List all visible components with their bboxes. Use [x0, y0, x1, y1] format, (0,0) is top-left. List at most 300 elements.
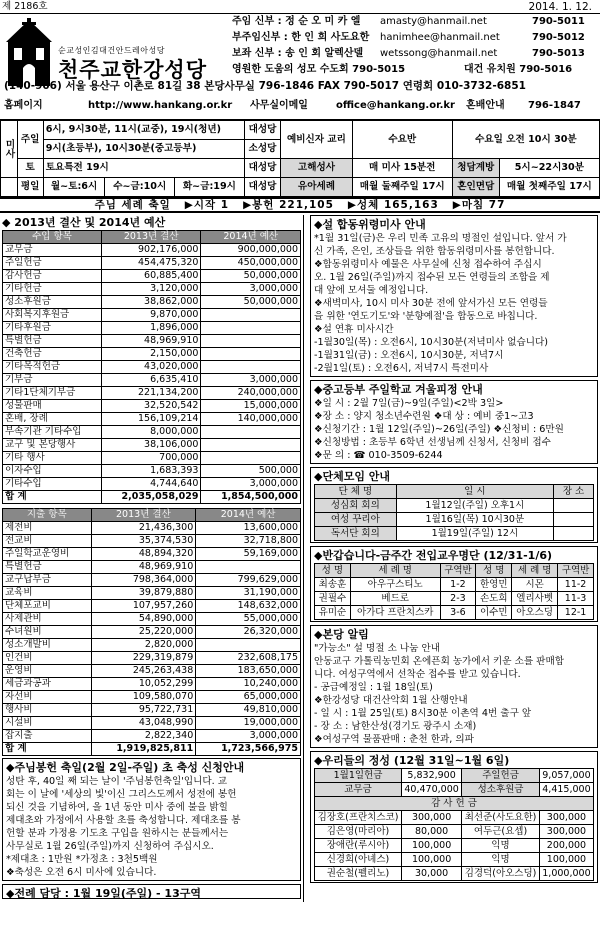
- amount-cell: 38,862,000: [101, 296, 201, 309]
- amount-cell: 49,810,000: [196, 704, 301, 717]
- text-line: ❖설 연휴 미사시간: [314, 324, 394, 335]
- camp-notice: [310, 380, 598, 464]
- item-name: 기타 행사: [3, 452, 102, 465]
- item-name: 교구 및 본당행사: [3, 439, 102, 452]
- amount-cell: 50,000,000: [201, 270, 301, 283]
- table-cell: 최송훈: [315, 578, 351, 592]
- table-row: [3, 561, 301, 574]
- amount-cell: 15,000,000: [201, 400, 301, 413]
- table-cell: 12-1: [558, 606, 594, 620]
- attendance-stats: [0, 197, 600, 213]
- item-name: 주일학교운영비: [3, 548, 92, 561]
- table-row: [315, 592, 594, 606]
- meetings-title: ◆단체모임 안내: [314, 470, 391, 483]
- staff-email[interactable]: amasty@hanmail.net: [380, 16, 487, 27]
- column-header: 성 명: [476, 564, 512, 578]
- item-name: 단체포교비: [3, 600, 92, 613]
- amount-cell: [201, 361, 301, 374]
- amount-cell: 454,475,320: [101, 257, 201, 270]
- feast-notice: [2, 758, 301, 881]
- table-cell: 성소후원금: [462, 783, 540, 797]
- table-cell: 익명: [462, 853, 540, 867]
- amount-cell: 95,722,731: [91, 704, 196, 717]
- table-cell: 아오스딩: [512, 606, 558, 620]
- church-icon: [4, 18, 54, 88]
- amount-cell: 500,000: [201, 465, 301, 478]
- table-row: [3, 335, 301, 348]
- table-row: [3, 387, 301, 400]
- amount-cell: 2,820,000: [91, 639, 196, 652]
- item-name: 이자수입: [3, 465, 102, 478]
- church-subtitle: 순교성인김대건안드레아성당: [58, 46, 165, 55]
- amount-cell: 902,176,000: [101, 244, 201, 257]
- table-row: [3, 678, 301, 691]
- stats-start: ▶시작 1: [184, 198, 230, 211]
- amount-cell: [201, 335, 301, 348]
- staff-phone: 790-5011: [532, 16, 585, 27]
- amount-cell: 10,240,000: [196, 678, 301, 691]
- table-cell: 익명: [462, 839, 540, 853]
- staff-row: 부주임신부 : 한 인 희 사도요한: [232, 32, 370, 43]
- wedding-phone: 796-1847: [528, 100, 581, 111]
- staff-role: 보좌 신부: [232, 48, 275, 59]
- amount-cell: 10,052,299: [91, 678, 196, 691]
- sincerity-title: ◆우리들의 정성 (12월 31일~1월 6일): [314, 754, 510, 767]
- amount-cell: 700,000: [101, 452, 201, 465]
- text-line: 회는 이 날에 '세상의 빛'이신 그리스도께서 성전에 봉헌: [6, 789, 237, 800]
- table-cell: 여성 꾸리아: [315, 513, 397, 527]
- text-line: 니다. 여성구역에서 선착순 접수를 받고 있습니다.: [314, 669, 521, 680]
- amount-cell: 229,319,879: [91, 652, 196, 665]
- column-header: 지출 항목: [3, 509, 92, 522]
- amount-cell: 60,885,400: [101, 270, 201, 283]
- amount-cell: 43,020,000: [101, 361, 201, 374]
- amount-cell: 50,000,000: [201, 296, 301, 309]
- table-row: [315, 499, 594, 513]
- amount-cell: 900,000,000: [201, 244, 301, 257]
- item-name: 기타수입: [3, 478, 102, 491]
- table-row: [315, 513, 594, 527]
- amount-cell: [201, 309, 301, 322]
- text-line: -2월1일(토) : 오전6시, 저녁7시 특전미사: [314, 363, 489, 374]
- table-cell: 시몬: [512, 578, 558, 592]
- table-row: [3, 374, 301, 387]
- item-name: 자선비: [3, 691, 92, 704]
- staff-role: 주임 신부: [232, 16, 275, 27]
- text-line: 오. 1월 26일(주일)까지 접수된 모든 연령들의 조합을 제: [314, 272, 550, 283]
- big-chapel: 대성당: [244, 159, 281, 178]
- table-row: [3, 465, 301, 478]
- amount-cell: 32,718,800: [196, 535, 301, 548]
- table-cell: 300,000: [539, 811, 593, 825]
- camp-title: ◆중고등부 주일학교 겨울피정 안내: [314, 383, 483, 396]
- text-line: "가능소" 설 명절 소 나눔 안내: [314, 643, 441, 654]
- text-line: *제대초 : 1만원 *가정초 : 3천5백원: [6, 854, 158, 865]
- infant-baptism-label: 유아세례: [281, 178, 352, 197]
- table-cell: 100,000: [539, 853, 593, 867]
- header: [0, 14, 600, 120]
- text-line: ❖여성구역 물품판매 : 춘천 한과, 의파: [314, 734, 474, 745]
- amount-cell: 156,109,214: [101, 413, 201, 426]
- prep-class: 수요반: [352, 121, 452, 159]
- amount-cell: 1,683,393: [101, 465, 201, 478]
- weekday-label: 평일: [17, 178, 43, 197]
- address-line: (140-906) 서울 용산구 이촌로 81길 38 본당사무실 796-1846 FAX 790-5017 연령회 010-3732-6851: [4, 80, 526, 92]
- amount-cell: 26,320,000: [196, 626, 301, 639]
- amount-cell: 450,000,000: [201, 257, 301, 270]
- stats-label: 주님 세례 축일: [94, 198, 171, 211]
- table-row: [3, 743, 301, 756]
- table-cell: [554, 527, 594, 541]
- item-name: 합 계: [3, 491, 102, 504]
- amount-cell: 2,035,058,029: [101, 491, 201, 504]
- item-name: 교육비: [3, 587, 92, 600]
- table-cell: 장애란(루시아): [315, 839, 402, 853]
- confession-label: 고해성사: [281, 159, 352, 178]
- staff-phone: 790-5012: [532, 32, 585, 43]
- saturday-label: 토: [17, 159, 43, 178]
- item-name: 성소후원금: [3, 296, 102, 309]
- text-line: 헌할 분과 가정용 기도초 구입을 원하시는 분들께서는: [6, 828, 229, 839]
- text-line: -1월30일(목) : 오전6시, 10시30분(저녁미사 없습니다): [314, 337, 549, 348]
- text-line: ❖새벽미사, 10시 미사 30분 전에 앞서가신 모든 연령들: [314, 298, 548, 309]
- sunday-label: 주일: [17, 121, 43, 159]
- amount-cell: [201, 348, 301, 361]
- table-cell: 9,057,000: [539, 769, 593, 783]
- sincerity-notice: [310, 751, 598, 883]
- table-row: [3, 652, 301, 665]
- text-line: 대 앞에 모셔둘 예정입니다.: [314, 285, 429, 296]
- table-row: [3, 426, 301, 439]
- table-cell: 김장호(프란치스코): [315, 811, 402, 825]
- mass-schedule-table: [0, 120, 600, 197]
- table-cell: 1-2: [440, 578, 476, 592]
- table-cell: 교무금: [315, 783, 402, 797]
- kinder-info: 대건 유치원 790-5016: [464, 64, 573, 75]
- welcome-title: ◆반갑습니다-금주간 전입교우명단 (12/31-1/6): [314, 549, 553, 562]
- homepage-link[interactable]: http://www.hankang.or.kr: [88, 100, 233, 111]
- amount-cell: 1,854,500,000: [201, 491, 301, 504]
- church-name: 천주교한강성당: [58, 58, 208, 82]
- table-row: [3, 704, 301, 717]
- column-header: 장 소: [554, 485, 594, 499]
- youth-room-time: 5시~22시30분: [499, 159, 599, 178]
- amount-cell: 9,870,000: [101, 309, 201, 322]
- amount-cell: 1,919,825,811: [91, 743, 196, 756]
- table-cell: 엘리사벳: [512, 592, 558, 606]
- staff-name: 한 인 희 사도요한: [291, 32, 370, 43]
- table-cell: 11-3: [558, 592, 594, 606]
- table-cell: 80,000: [402, 825, 462, 839]
- table-cell: 100,000: [402, 839, 462, 853]
- amount-cell: 6,635,410: [101, 374, 201, 387]
- table-cell: 30,000: [402, 867, 462, 881]
- table-cell: 이수민: [476, 606, 512, 620]
- issue-number: 제 2186호: [2, 1, 48, 12]
- column-header: 구역반: [558, 564, 594, 578]
- staff-email[interactable]: wetssong@hanmail.net: [380, 48, 498, 59]
- item-name: 사제관비: [3, 613, 92, 626]
- column-header: 2013년 결산: [101, 231, 201, 244]
- staff-row: 보좌 신부 : 송 인 회 알렉산델: [232, 48, 364, 59]
- left-column: [0, 215, 303, 902]
- amount-cell: 32,520,542: [101, 400, 201, 413]
- table-cell: 권필수: [315, 592, 351, 606]
- table-cell: 최선준(사도요한): [462, 811, 540, 825]
- homepage-label: 홈페이지: [4, 100, 43, 111]
- text-line: ❖축성은 오전 6시 미사에 있습니다.: [6, 867, 157, 878]
- amount-cell: [196, 639, 301, 652]
- prep-label: 예비신자 교리: [281, 121, 352, 159]
- text-line: ❖합동위령미사 예물은 사무실에 신청 접수하여 주십시: [314, 259, 542, 270]
- text-line: ❖일 시 : 2월 7일(금)~9일(주일)<2박 3일>: [314, 398, 504, 409]
- item-name: 행사비: [3, 704, 92, 717]
- staff-row: 주임 신부 : 정 순 오 미 카 엘: [232, 16, 361, 27]
- table-row: [3, 296, 301, 309]
- parish-notice: [310, 625, 598, 748]
- table-row: [3, 626, 301, 639]
- wedding-interview-label: 혼인면담: [452, 178, 499, 197]
- staff-name: 송 인 회 알렉산델: [285, 48, 364, 59]
- amount-cell: 183,650,000: [196, 665, 301, 678]
- parish-notice-body: [314, 642, 594, 746]
- confession-time: 매 미사 15분전: [352, 159, 452, 178]
- text-line: 을 위한 '연도기도'와 '분향예절'을 합동으로 바칩니다.: [314, 311, 538, 322]
- item-name: 기타후원금: [3, 322, 102, 335]
- column-header: 2013년 결산: [91, 509, 196, 522]
- table-cell: 주일헌금: [462, 769, 540, 783]
- item-name: 수녀원비: [3, 626, 92, 639]
- item-name: 운영비: [3, 665, 92, 678]
- item-name: 기타1단체기부금: [3, 387, 102, 400]
- text-line: - 일 시 : 1월 25일(토) 8시30분 이촌역 4번 출구 앞: [314, 708, 532, 719]
- camp-body: [314, 397, 594, 462]
- table-cell: 200,000: [539, 839, 593, 853]
- sincerity-table: [314, 768, 594, 881]
- item-name: 합 계: [3, 743, 92, 756]
- item-name: 특별헌금: [3, 561, 92, 574]
- amount-cell: [201, 322, 301, 335]
- amount-cell: 48,894,320: [91, 548, 196, 561]
- table-row: [3, 587, 301, 600]
- amount-cell: 3,120,000: [101, 283, 201, 296]
- item-name: 혼배, 장례: [3, 413, 102, 426]
- staff-email[interactable]: hanimhee@hanmail.net: [380, 32, 500, 43]
- masthead-topline: [0, 0, 600, 14]
- table-row: [3, 257, 301, 270]
- sunday-times-2: 9시(초등부), 10시30분(중고등부): [43, 140, 244, 159]
- amount-cell: 35,374,530: [91, 535, 196, 548]
- column-header: 2014년 예산: [196, 509, 301, 522]
- item-name: 주일헌금: [3, 257, 102, 270]
- text-line: ❖장 소 : 양지 청소년수련원 ❖대 상 : 예비 중1~고3: [314, 411, 534, 422]
- amount-cell: 39,879,880: [91, 587, 196, 600]
- table-cell: [554, 513, 594, 527]
- amount-cell: 2,150,000: [101, 348, 201, 361]
- amount-cell: [201, 426, 301, 439]
- table-cell: 한영민: [476, 578, 512, 592]
- text-line: - 공급예정일 : 1월 18일(토): [314, 682, 433, 693]
- welcome-table: [314, 563, 594, 620]
- text-line: - 장 소 : 남한산성(경기도 광주시 소재): [314, 721, 477, 732]
- sunday-times: 6시, 9시30분, 11시(교중), 19시(청년): [43, 121, 244, 140]
- feast-title: ◆주님봉헌 축일(2월 2일-주일) 초 축성 신청안내: [6, 761, 245, 774]
- table-row: [3, 548, 301, 561]
- amount-cell: [196, 561, 301, 574]
- table-row: [3, 348, 301, 361]
- amount-cell: 2,822,340: [91, 730, 196, 743]
- small-chapel: 소성당: [244, 140, 281, 159]
- table-cell: 성심회 회의: [315, 499, 397, 513]
- table-cell: 김은영(마리아): [315, 825, 402, 839]
- table-row: [3, 535, 301, 548]
- joint-mass-notice: [310, 215, 598, 377]
- item-name: 기타목적헌금: [3, 361, 102, 374]
- table-row: [3, 413, 301, 426]
- table-row: [3, 283, 301, 296]
- table-row: [3, 361, 301, 374]
- wedding-label: 혼배안내: [466, 100, 505, 111]
- table-row: [3, 270, 301, 283]
- text-line: *1월 31일(금)은 우리 민족 고유의 명절인 설입니다. 앞서 가: [314, 233, 567, 244]
- table-cell: 1월16일(목) 10시30분: [396, 513, 553, 527]
- item-name: 제전비: [3, 522, 92, 535]
- text-line: ❖한강성당 대건산악회 1월 산행안내: [314, 695, 468, 706]
- table-row: [3, 522, 301, 535]
- table-row: [315, 606, 594, 620]
- item-name: 건축헌금: [3, 348, 102, 361]
- text-line: 되신 것을 기념하여, 올 1년 동안 미사 중에 불을 밝힐: [6, 802, 228, 813]
- item-name: 부속기관 기타수입: [3, 426, 102, 439]
- item-name: 감사헌금: [3, 270, 102, 283]
- wedding-interview-time: 매월 첫째주일 17시: [499, 178, 599, 197]
- joint-mass-body: [314, 232, 594, 375]
- amount-cell: 13,600,000: [196, 522, 301, 535]
- item-name: 특별헌금: [3, 335, 102, 348]
- table-cell: 아우구스티노: [350, 578, 440, 592]
- thanks-header: 감 사 헌 금: [315, 797, 594, 811]
- amount-cell: 232,608,175: [196, 652, 301, 665]
- table-cell: 유미순: [315, 606, 351, 620]
- column-header: 구역반: [440, 564, 476, 578]
- table-cell: 300,000: [539, 825, 593, 839]
- table-cell: 1월19일(주일) 12시: [396, 527, 553, 541]
- table-row: [315, 867, 594, 881]
- weekday-time-3: 화~금:19시: [175, 178, 245, 197]
- text-line: ❖신청방법 : 초등부 6학년 선생님께 신청서, 신청비 접수: [314, 437, 551, 448]
- table-cell: 100,000: [402, 853, 462, 867]
- text-line: 성탄 후, 40일 째 되는 날이 '주님봉헌축일'입니다. 교: [6, 776, 228, 787]
- table-cell: 1월12일(주일) 오후1시: [396, 499, 553, 513]
- amount-cell: 55,000,000: [196, 613, 301, 626]
- mass-label: 미사: [1, 121, 18, 178]
- column-header: 세 례 명: [512, 564, 558, 578]
- item-name: 사회복지후원금: [3, 309, 102, 322]
- big-chapel: 대성당: [244, 121, 281, 140]
- item-name: 성소개발비: [3, 639, 92, 652]
- table-row: [3, 439, 301, 452]
- joint-mass-title: ◆설 합동위령미사 안내: [314, 218, 426, 231]
- column-header: 2014년 예산: [201, 231, 301, 244]
- amount-cell: 48,969,910: [101, 335, 201, 348]
- table-row: [3, 244, 301, 257]
- meetings-table: [314, 484, 594, 541]
- table-cell: 손도희: [476, 592, 512, 606]
- table-cell: 여두근(요셉): [462, 825, 540, 839]
- amount-cell: 221,134,200: [101, 387, 201, 400]
- table-row: [3, 574, 301, 587]
- table-row: [315, 797, 594, 811]
- table-cell: 권순철(펠리노): [315, 867, 402, 881]
- meetings-notice: [310, 467, 598, 543]
- amount-cell: 799,629,000: [196, 574, 301, 587]
- table-cell: 김경덕(아오스딩): [462, 867, 540, 881]
- amount-cell: 3,000,000: [201, 478, 301, 491]
- item-name: 세금과공과: [3, 678, 92, 691]
- big-chapel: 대성당: [244, 178, 281, 197]
- amount-cell: 3,000,000: [201, 374, 301, 387]
- amount-cell: [201, 452, 301, 465]
- stats-offer: ▶봉헌 221,105: [243, 198, 334, 211]
- prep-time: 수요일 오전 10시 30분: [452, 121, 599, 159]
- amount-cell: 43,048,990: [91, 717, 196, 730]
- table-row: [315, 783, 594, 797]
- table-row: [3, 400, 301, 413]
- table-cell: 독서단 회의: [315, 527, 397, 541]
- table-row: [3, 613, 301, 626]
- table-cell: 4,415,000: [539, 783, 593, 797]
- table-row: [315, 853, 594, 867]
- column-header: 수입 항목: [3, 231, 102, 244]
- office-email[interactable]: office@hankang.or.kr: [336, 100, 455, 111]
- item-name: 잡지출: [3, 730, 92, 743]
- text-line: 신 가족, 은인, 조상들을 위한 합동위령미사를 봉헌합니다.: [314, 246, 555, 257]
- amount-cell: 3,000,000: [201, 283, 301, 296]
- column-header: 단 체 명: [315, 485, 397, 499]
- item-name: 인건비: [3, 652, 92, 665]
- right-column: [303, 215, 600, 902]
- expense-table: [2, 508, 301, 756]
- amount-cell: 109,580,070: [91, 691, 196, 704]
- table-row: [3, 491, 301, 504]
- column-header: 세 례 명: [350, 564, 440, 578]
- table-cell: 2-3: [440, 592, 476, 606]
- finance-title: ◆ 2013년 결산 및 2014년 예산: [2, 216, 166, 229]
- amount-cell: 240,000,000: [201, 387, 301, 400]
- income-table: [2, 230, 301, 504]
- table-cell: 신경희(아녜스): [315, 853, 402, 867]
- table-row: [3, 309, 301, 322]
- amount-cell: 19,000,000: [196, 717, 301, 730]
- table-cell: 5,832,900: [402, 769, 462, 783]
- saturday-times: 토요특전 19시: [43, 159, 244, 178]
- amount-cell: 31,190,000: [196, 587, 301, 600]
- issue-date: 2014. 1. 12.: [528, 1, 592, 13]
- text-line: ❖문 의 : ☎ 010-3509-6244: [314, 450, 443, 461]
- item-name: 기부금: [3, 374, 102, 387]
- text-line: 안동교구 가톨릭농민회 온에픈회 농가에서 키운 소를 판매합: [314, 656, 564, 667]
- table-row: [3, 639, 301, 652]
- amount-cell: 3,000,000: [196, 730, 301, 743]
- table-row: [3, 691, 301, 704]
- table-row: [315, 811, 594, 825]
- feast-body: [6, 775, 297, 879]
- column-header: 일 시: [396, 485, 553, 499]
- item-name: 시설비: [3, 717, 92, 730]
- weekday-time-1: 월~토:6시: [43, 178, 105, 197]
- amount-cell: 140,000,000: [201, 413, 301, 426]
- table-row: [315, 839, 594, 853]
